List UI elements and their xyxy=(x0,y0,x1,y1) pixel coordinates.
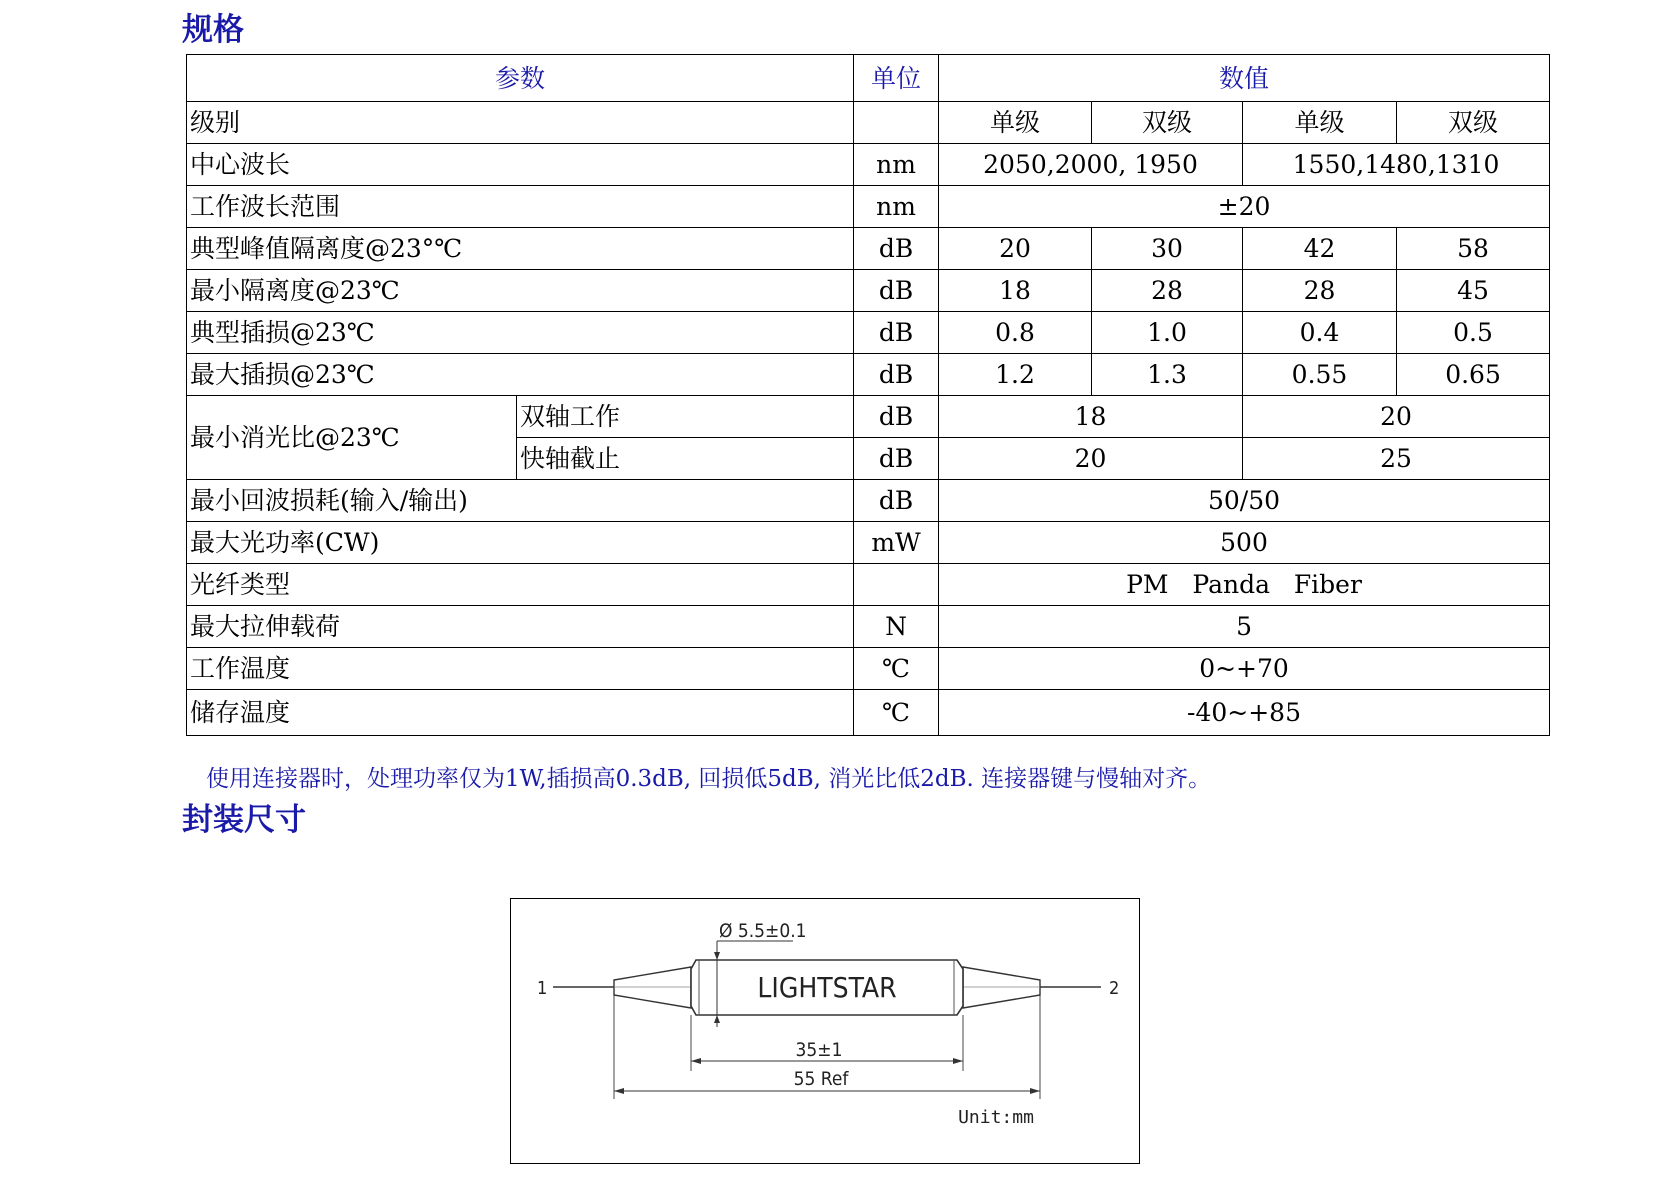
table-row xyxy=(187,312,1550,354)
spec-section-title: 规格 xyxy=(182,12,244,48)
table-row xyxy=(187,564,1550,606)
unit-cell: nm xyxy=(854,144,939,186)
diameter-arrow-bottom xyxy=(714,1015,720,1023)
row-label: 工作波长范围 xyxy=(187,186,854,228)
row-label: 级别 xyxy=(187,102,854,144)
unit-cell: N xyxy=(854,606,939,648)
value-cell: 28 xyxy=(1092,270,1243,312)
brand-label: LIGHTSTAR xyxy=(757,971,897,1004)
header-param: 参数 xyxy=(187,55,854,102)
unit-cell: dB xyxy=(854,354,939,396)
value-cell: 双级 xyxy=(1092,102,1243,144)
row-label: 典型插损@23℃ xyxy=(187,312,854,354)
row-label: 最大拉伸载荷 xyxy=(187,606,854,648)
body-dim-arrow-left xyxy=(691,1058,701,1064)
body-dim-arrow-right xyxy=(953,1058,963,1064)
boot-right xyxy=(963,967,1040,1008)
isolator-drawing-svg xyxy=(511,899,1141,1165)
port-1-label: 1 xyxy=(537,978,548,999)
value-cell: 0.55 xyxy=(1243,354,1397,396)
connector-note: 使用连接器时，处理功率仅为1W,插损高0.3dB, 回损低5dB, 消光比低2dB. 连接器键与慢轴对齐。 xyxy=(206,766,1212,792)
sub-row-label: 快轴截止 xyxy=(517,438,854,480)
unit-cell: dB xyxy=(854,480,939,522)
value-cell: PM Panda Fiber xyxy=(939,564,1550,606)
row-label: 最大插损@23℃ xyxy=(187,354,854,396)
value-cell: 0.65 xyxy=(1397,354,1550,396)
sub-row-label: 双轴工作 xyxy=(517,396,854,438)
row-label: 光纤类型 xyxy=(187,564,854,606)
value-cell: 18 xyxy=(939,270,1092,312)
package-drawing xyxy=(510,898,1140,1164)
body-length-label: 35±1 xyxy=(795,1039,843,1061)
row-label: 最小隔离度@23℃ xyxy=(187,270,854,312)
port-2-label: 2 xyxy=(1109,978,1120,999)
header-unit: 单位 xyxy=(854,55,939,102)
value-cell: 20 xyxy=(939,438,1243,480)
value-cell: 20 xyxy=(1243,396,1550,438)
value-cell: 0~+70 xyxy=(939,648,1550,690)
value-cell: 58 xyxy=(1397,228,1550,270)
value-cell: -40~+85 xyxy=(939,690,1550,736)
total-dim-arrow-right xyxy=(1030,1088,1040,1094)
table-row xyxy=(187,606,1550,648)
value-cell: 50/50 xyxy=(939,480,1550,522)
total-dim-arrow-left xyxy=(614,1088,624,1094)
table-row xyxy=(187,648,1550,690)
table-row xyxy=(187,144,1550,186)
row-label: 最大光功率(CW) xyxy=(187,522,854,564)
diameter-label: Ø 5.5±0.1 xyxy=(719,920,807,942)
value-cell: 1.3 xyxy=(1092,354,1243,396)
row-label: 典型峰值隔离度@23°℃ xyxy=(187,228,854,270)
value-cell: 0.5 xyxy=(1397,312,1550,354)
value-cell: 双级 xyxy=(1397,102,1550,144)
table-row xyxy=(187,270,1550,312)
value-cell: 0.8 xyxy=(939,312,1092,354)
value-cell: 0.4 xyxy=(1243,312,1397,354)
value-cell: 单级 xyxy=(1243,102,1397,144)
row-label: 储存温度 xyxy=(187,690,854,736)
table-row xyxy=(187,480,1550,522)
unit-cell xyxy=(854,102,939,144)
unit-cell: dB xyxy=(854,438,939,480)
value-cell: 28 xyxy=(1243,270,1397,312)
table-header-row xyxy=(187,55,1550,102)
unit-cell: ℃ xyxy=(854,648,939,690)
value-cell: 单级 xyxy=(939,102,1092,144)
diameter-arrow-top xyxy=(714,952,720,960)
value-cell: 2050,2000, 1950 xyxy=(939,144,1243,186)
unit-cell: ℃ xyxy=(854,690,939,736)
unit-cell: dB xyxy=(854,228,939,270)
spec-table xyxy=(186,54,1550,736)
value-cell: 25 xyxy=(1243,438,1550,480)
table-row xyxy=(187,522,1550,564)
row-label: 中心波长 xyxy=(187,144,854,186)
table-row xyxy=(187,102,1550,144)
table-row xyxy=(187,354,1550,396)
unit-cell xyxy=(854,564,939,606)
unit-cell: mW xyxy=(854,522,939,564)
row-label: 工作温度 xyxy=(187,648,854,690)
value-cell: 18 xyxy=(939,396,1243,438)
unit-cell: nm xyxy=(854,186,939,228)
package-section-title: 封装尺寸 xyxy=(182,802,306,838)
header-value: 数值 xyxy=(939,55,1550,102)
value-cell: 500 xyxy=(939,522,1550,564)
value-cell: ±20 xyxy=(939,186,1550,228)
value-cell: 30 xyxy=(1092,228,1243,270)
unit-cell: dB xyxy=(854,396,939,438)
total-length-label: 55 Ref xyxy=(793,1068,849,1090)
table-row xyxy=(187,396,1550,438)
value-cell: 1.0 xyxy=(1092,312,1243,354)
value-cell: 1.2 xyxy=(939,354,1092,396)
value-cell: 1550,1480,1310 xyxy=(1243,144,1550,186)
row-label: 最小消光比@23℃ xyxy=(187,396,517,480)
boot-left xyxy=(614,967,691,1008)
unit-cell: dB xyxy=(854,270,939,312)
value-cell: 42 xyxy=(1243,228,1397,270)
table-row xyxy=(187,690,1550,736)
value-cell: 45 xyxy=(1397,270,1550,312)
table-row xyxy=(187,228,1550,270)
row-label: 最小回波损耗(输入/输出) xyxy=(187,480,854,522)
table-row xyxy=(187,186,1550,228)
value-cell: 20 xyxy=(939,228,1092,270)
value-cell: 5 xyxy=(939,606,1550,648)
unit-label: Unit:mm xyxy=(958,1107,1034,1128)
unit-cell: dB xyxy=(854,312,939,354)
